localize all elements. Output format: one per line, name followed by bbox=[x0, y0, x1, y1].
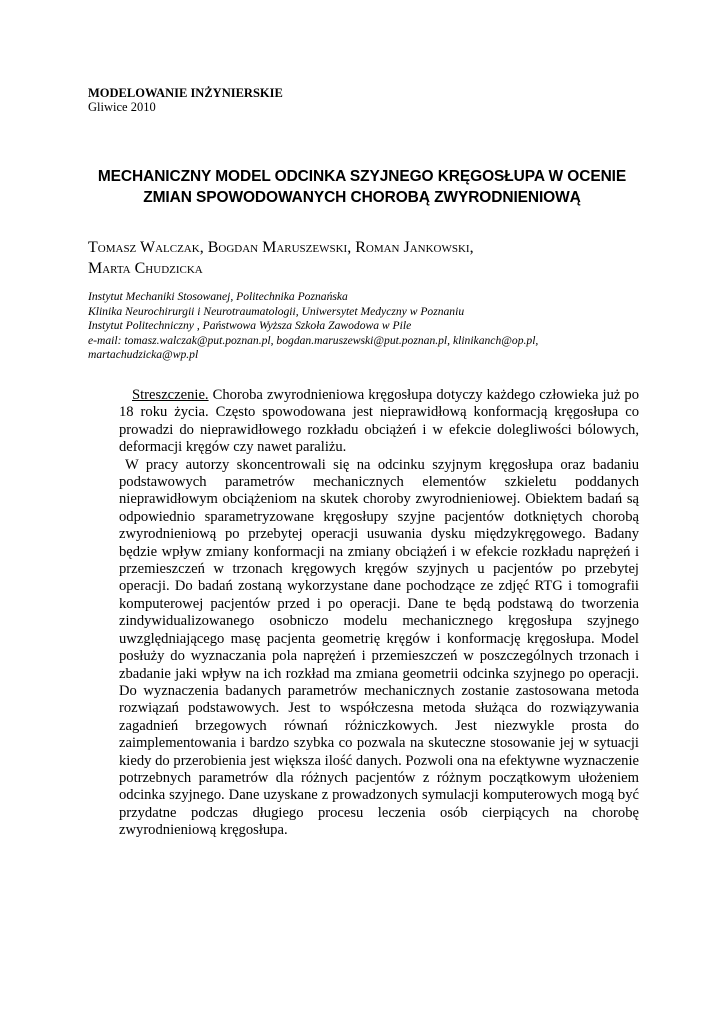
affiliation-line: Instytut Politechniczny , Państwowa Wyższa Szkoła Zawodowa w Pile bbox=[88, 319, 412, 332]
abstract-text-1: Choroba zwyrodnieniowa kręgosłupa dotyczy każdego człowieka już po 18 roku życia. Często spowodowana jest nieprawidłową konformacją kręgosłupa co prowadzi do nieprawidłowego rozkładu obciążeń i w efekcie dolegliwości bólowych, deformacji kręgów czy nawet paraliżu. bbox=[119, 387, 639, 456]
title-line-1: MECHANICZNY MODEL ODCINKA SZYJNEGO KRĘGOSŁUPA W OCENIE bbox=[97, 168, 627, 185]
title-line-2: ZMIAN SPOWODOWANYCH CHOROBĄ ZWYRODNIENIOWĄ bbox=[143, 189, 581, 206]
affiliation-line: Klinika Neurochirurgii i Neurotraumatologii, Uniwersytet Medyczny w Poznaniu bbox=[88, 304, 465, 318]
abstract-label: Streszczenie. bbox=[132, 387, 209, 403]
authors-line-2: Marta Chudzicka bbox=[88, 260, 203, 277]
affiliation-line: Instytut Mechaniki Stosowanej, Politechnika Poznańska bbox=[88, 290, 348, 303]
email-line: martachudzicka@wp.pl bbox=[88, 348, 199, 361]
abstract-paragraph-1 bbox=[119, 387, 639, 457]
journal-name: MODELOWANIE INŻYNIERSKIE bbox=[88, 86, 283, 100]
abstract bbox=[119, 387, 639, 840]
author-list bbox=[88, 237, 648, 279]
abstract-paragraph-2: W pracy autorzy skoncentrowali się na odcinku szyjnym kręgosłupa oraz badaniu podstawowych parametrów mechanicznych elementów szkieletu poddanych nieprawidłowym obciążeniom na skutek choroby zwyrodnieniowej. Obiektem badań są odpowiednio sparametryzowane kręgosłupy szyjne pacjentów dotkniętych chorobą zwyrodnieniową po przebytej operacji usuwania dysku międzykręgowego. Badany będzie wpływ zmiany konformacji na zmiany obciążeń i w efekcie rozkładu naprężeń i przemieszczeń w trzonach kręgowych kręgów szyjnych u pacjentów po przebytej operacji. Do badań zostaną wykorzystane dane pochodzące ze zdjęć RTG i tomografii komputerowej pacjentów przed i po operacji. Dane te będą podstawą do tworzenia zindywidualizowanego osobniczo modelu mechanicznego kręgosłupa szyjnego uwzględniającego masę pacjenta geometrię kręgów i konformację kręgosłupa. Model posłuży do wyznaczania pola naprężeń i przemieszczeń w poszczególnych trzonach i zbadanie jaki wpływ na ich rozkład ma zmiana geometrii odcinka szyjnego po operacji. Do wyznaczenia badanych parametrów mechanicznych zostanie zastosowana metoda rozwiązań podstawowych. Jest to współczesna metoda służąca do rozwiązywania zagadnień brzegowych równań różniczkowych. Jest niezwykle prosta do zaimplementowania i bardzo szybka co pozwala na skuteczne stosowanie jej w sytuacji kiedy do przerobienia jest większa ilość danych. Pozwoli ona na efektywne wyznaczenie potrzebnych parametrów dla różnych pacjentów z różnym początkowym ułożeniem odcinka szyjnego. Dane uzyskane z prowadzonych symulacji komputerowych mogą być przydatne podczas długiego procesu leczenia osób cierpiących na chorobę zwyrodnieniową kręgosłupa. bbox=[119, 456, 639, 839]
affiliations bbox=[88, 290, 648, 363]
paper-title bbox=[60, 166, 664, 208]
authors-line-1: Tomasz Walczak, Bogdan Maruszewski, Roman Jankowski, bbox=[88, 239, 474, 256]
journal-header bbox=[88, 86, 283, 114]
journal-place-year: Gliwice 2010 bbox=[88, 100, 156, 114]
email-line: e-mail: tomasz.walczak@put.poznan.pl, bogdan.maruszewski@put.poznan.pl, klinikanch@op.pl, bbox=[88, 333, 539, 347]
